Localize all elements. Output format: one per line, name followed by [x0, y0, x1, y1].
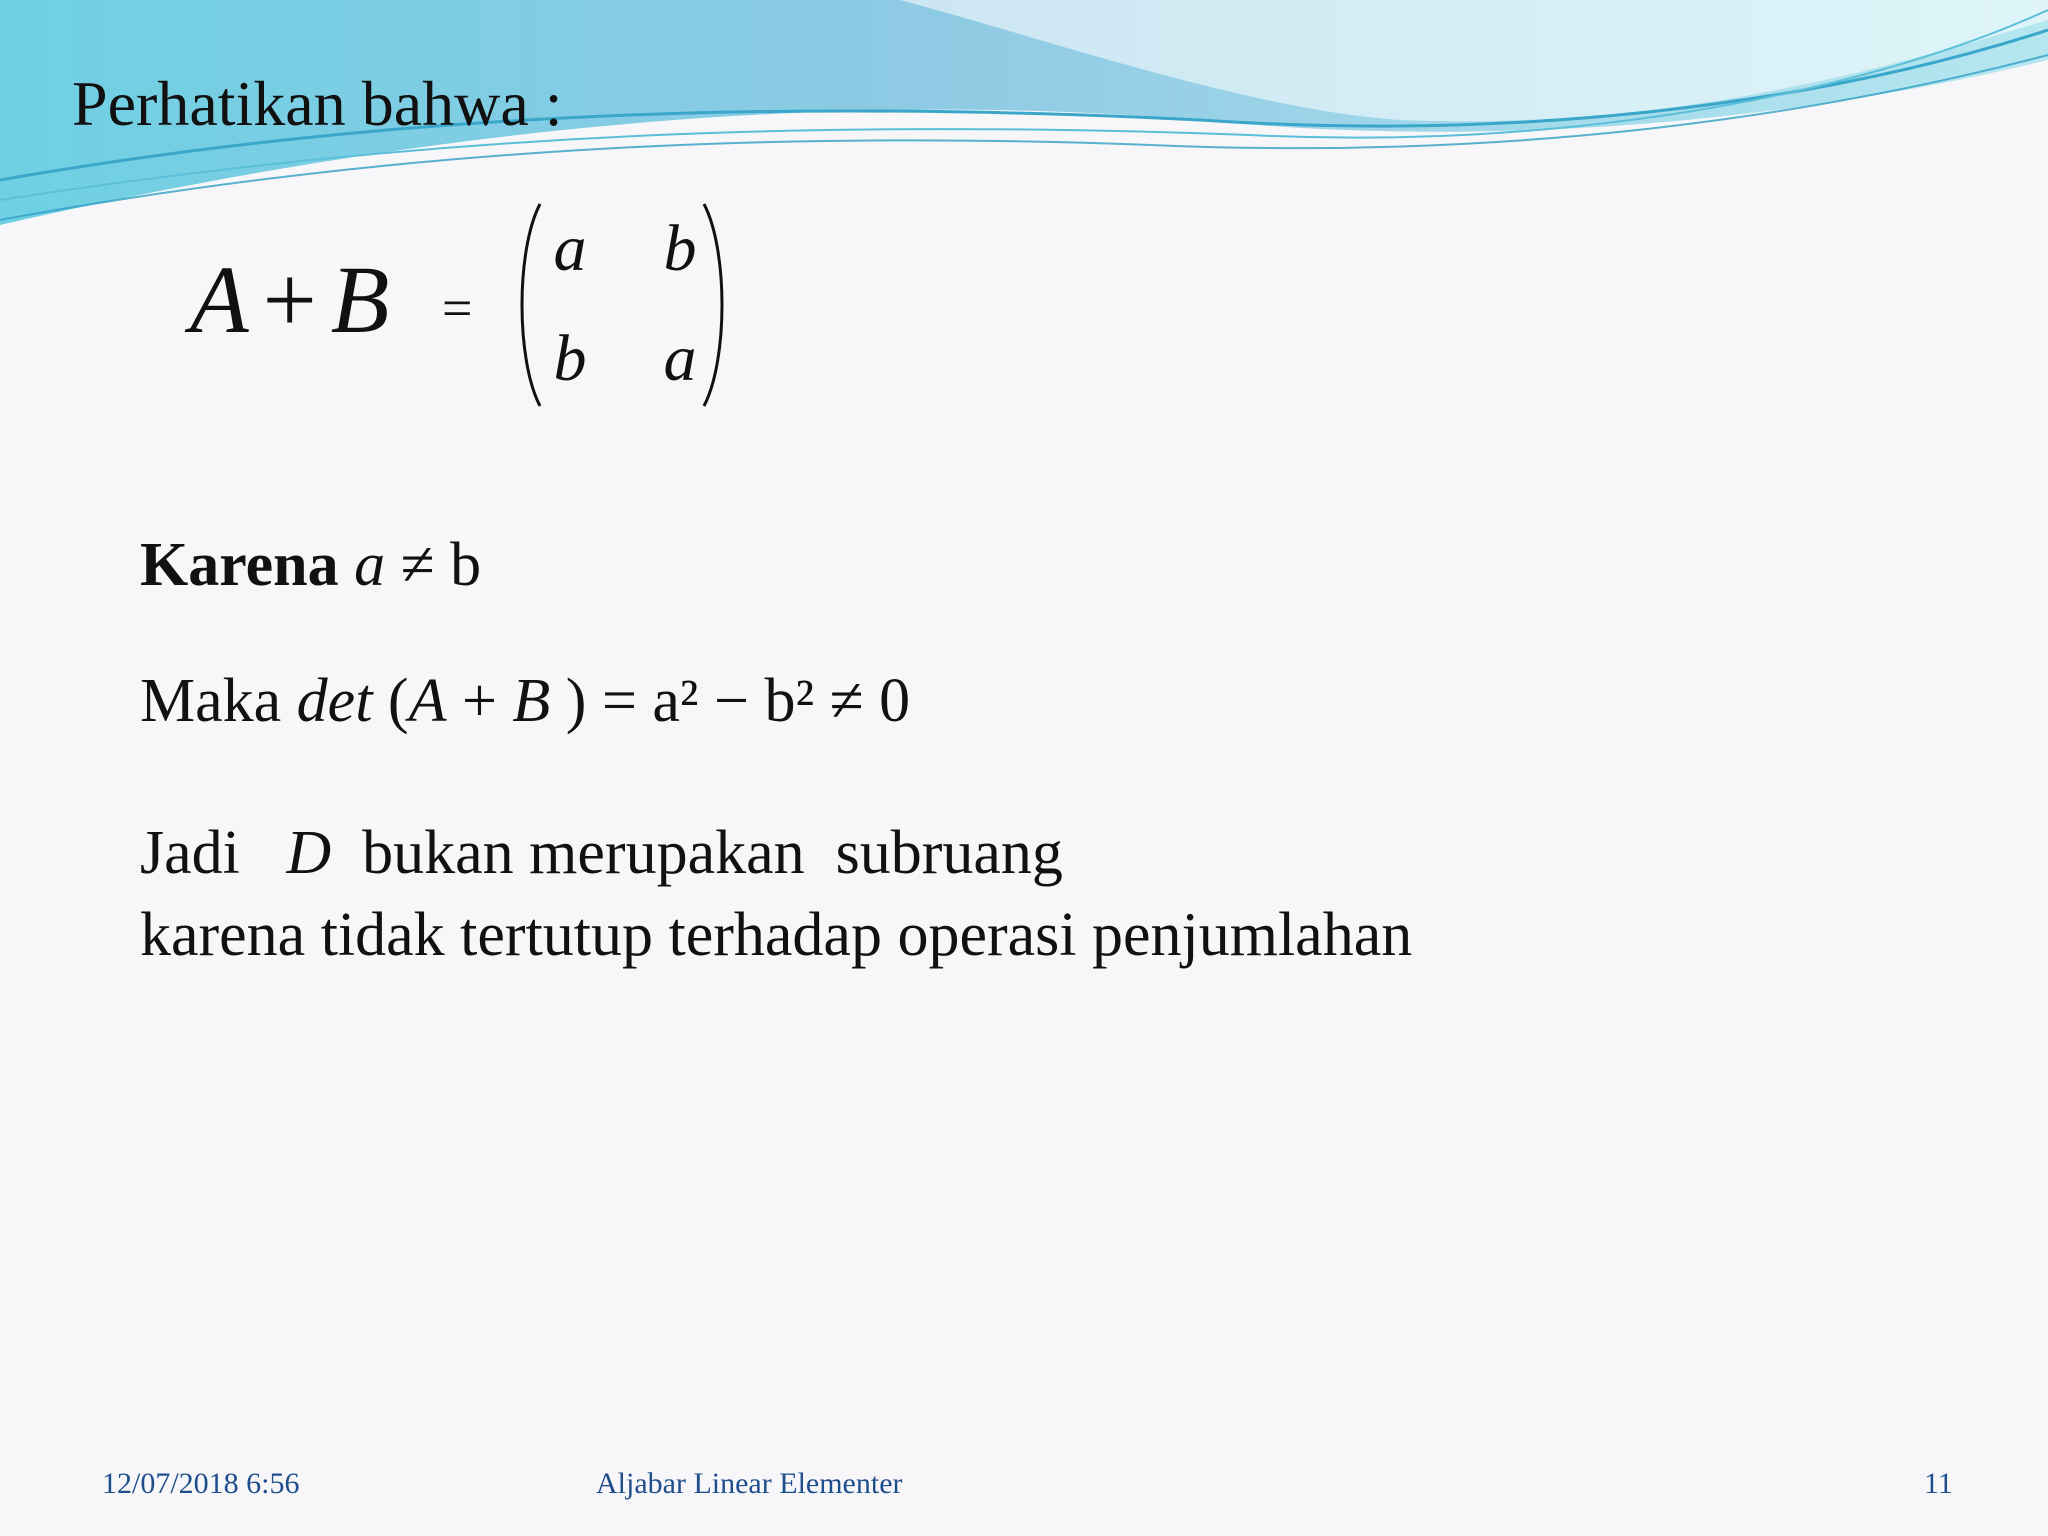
karena-var-a: a — [354, 531, 386, 599]
maka-det: det — [296, 667, 373, 735]
karena-rest: ≠ b — [385, 531, 482, 599]
slide-title: Perhatikan bahwa : — [72, 68, 563, 139]
maka-var-b: B — [512, 667, 551, 735]
maka-prefix: Maka — [140, 667, 297, 735]
footer-page-number: 11 — [1924, 1467, 1953, 1500]
conclusion-line: karena tidak tertutup terhadap operasi penjumlahan — [140, 901, 1413, 969]
maka-close: ) = a² − b² ≠ 0 — [550, 667, 911, 735]
maka-var-a: A — [408, 667, 447, 735]
matrix-cell-r2c2: a — [663, 322, 697, 395]
matrix-equation — [180, 200, 780, 420]
equation-lhs — [190, 246, 390, 353]
footer-date: 12/07/2018 6:56 — [102, 1467, 300, 1500]
matrix-cell-r2c1: b — [553, 322, 587, 395]
var-b: B — [330, 246, 390, 353]
karena-label: Karena — [140, 531, 339, 599]
maka-plus: + — [446, 667, 513, 735]
maka-open: ( — [372, 667, 409, 735]
matrix-cell-r1c2: b — [663, 212, 697, 285]
jadi-rest: bukan merupakan subruang — [331, 819, 1063, 887]
jadi-line — [140, 816, 1063, 890]
equals-sign: = — [442, 278, 473, 338]
footer-course: Aljabar Linear Elementer — [596, 1467, 903, 1500]
plus-sign: + — [262, 246, 317, 353]
var-a: A — [190, 246, 249, 353]
karena-line — [140, 528, 481, 602]
jadi-var-d: D — [286, 819, 332, 887]
jadi-prefix: Jadi — [140, 819, 287, 887]
matrix-cell-r1c1: a — [553, 212, 587, 285]
maka-line — [140, 664, 910, 738]
